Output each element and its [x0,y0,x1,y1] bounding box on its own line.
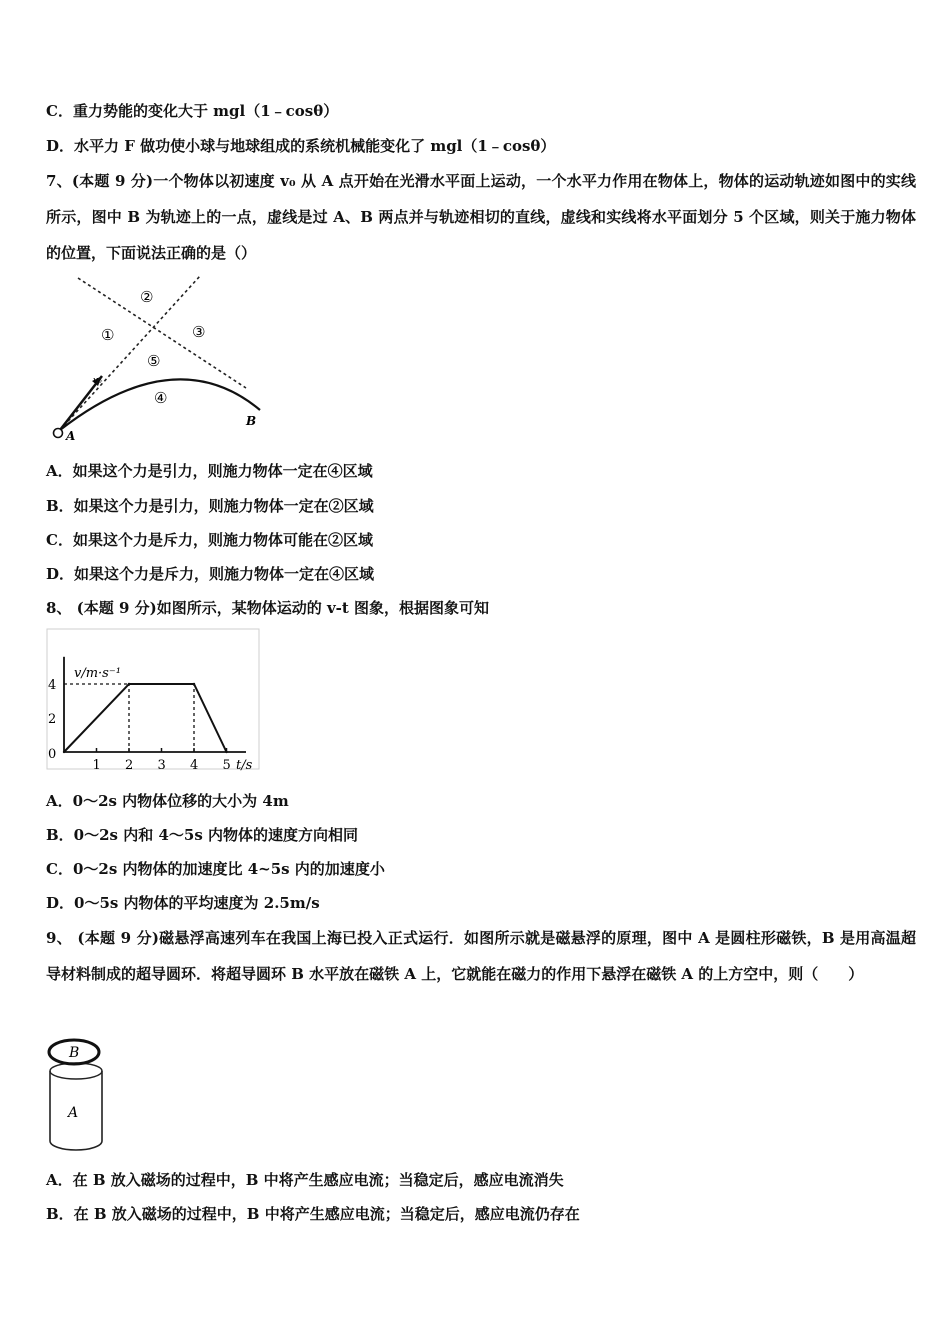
origin-label: 0 [48,747,57,762]
ring-label: B [69,1045,80,1061]
q8-vt-chart [46,628,266,778]
point-a-marker [54,429,63,438]
q9-maglev-figure [44,1035,108,1155]
x-tick-label-4: 4 [190,758,199,773]
point-b-label: B [246,414,257,428]
data-point-2 [193,683,195,685]
q7-stem: 7、(本题 9 分)一个物体以初速度 v₀ 从 A 点开始在光滑水平面上运动，一个水平力作用在物体上，物体的运动轨迹如图中的实线所示，图中 B 为轨迹上的一点，虚线是过 A、B 两点并与轨迹相切的直线，虚线和实线将水平面划分 5 个区域，则关于施力物体的位置，下面说法正确的是（） [46,172,916,262]
q8-option-c: C．0～2s 内物体的加速度比 4~5s 内的加速度小 [46,860,385,878]
region-1-label: ① [101,326,115,344]
q8-stem: 8、 (本题 9 分)如图所示，某物体运动的 v-t 图象，根据图象可知 [46,599,490,617]
region-3-label: ③ [192,323,206,341]
x-tick-label-3: 3 [157,758,166,773]
q7-option-d: D．如果这个力是斥力，则施力物体一定在④区域 [46,565,375,583]
y-axis-label: v/m·s⁻¹ [74,665,121,681]
q6-option-d: D．水平力 F 做功使小球与地球组成的系统机械能变化了 mgl（1﹣cosθ） [46,137,556,155]
q7-trajectory-figure [46,270,276,448]
q9-option-a: A．在 B 放入磁场的过程中，B 中将产生感应电流；当稳定后，感应电流消失 [46,1171,564,1189]
tangent-line-a [60,276,200,430]
q7-option-a: A．如果这个力是引力，则施力物体一定在④区域 [46,462,373,480]
q7-option-b: B．如果这个力是引力，则施力物体一定在②区域 [46,497,374,515]
q9-stem: 9、 (本题 9 分)磁悬浮高速列车在我国上海已投入正式运行．如图所示就是磁悬浮的原理，图中 A 是圆柱形磁铁，B 是用高温超导材料制成的超导圆环．将超导圆环 B 水平放在磁铁 A 上，它就能在磁力的作用下悬浮在磁铁 A 的上方空中，则（ ） [46,929,916,983]
region-2-label: ② [140,288,154,306]
q8-option-d: D．0～5s 内物体的平均速度为 2.5m/s [46,894,320,912]
magnet-label: A [68,1105,79,1121]
q9-option-b: B．在 B 放入磁场的过程中，B 中将产生感应电流；当稳定后，感应电流仍存在 [46,1205,580,1223]
y-tick-label-4: 4 [48,678,57,693]
q7-option-c: C．如果这个力是斥力，则施力物体可能在②区域 [46,531,373,549]
q8-option-a: A．0～2s 内物体位移的大小为 4m [46,792,289,810]
y-tick-label-2: 2 [48,712,57,727]
region-5-label: ⑤ [147,352,161,370]
q8-option-b: B．0～2s 内和 4～5s 内物体的速度方向相同 [46,826,358,844]
data-point-1 [128,683,130,685]
x-tick-label-5: 5 [222,758,231,773]
series-line [64,684,227,752]
velocity-label: v₀ [93,376,102,386]
q6-option-c: C．重力势能的变化大于 mgl（1﹣cosθ） [46,102,339,120]
region-4-label: ④ [154,389,168,407]
point-a-label: A [66,429,76,443]
x-tick-label-1: 1 [92,758,101,773]
x-axis-label: t/s [236,758,253,773]
data-point-0 [63,751,65,753]
x-tick-label-2: 2 [125,758,134,773]
